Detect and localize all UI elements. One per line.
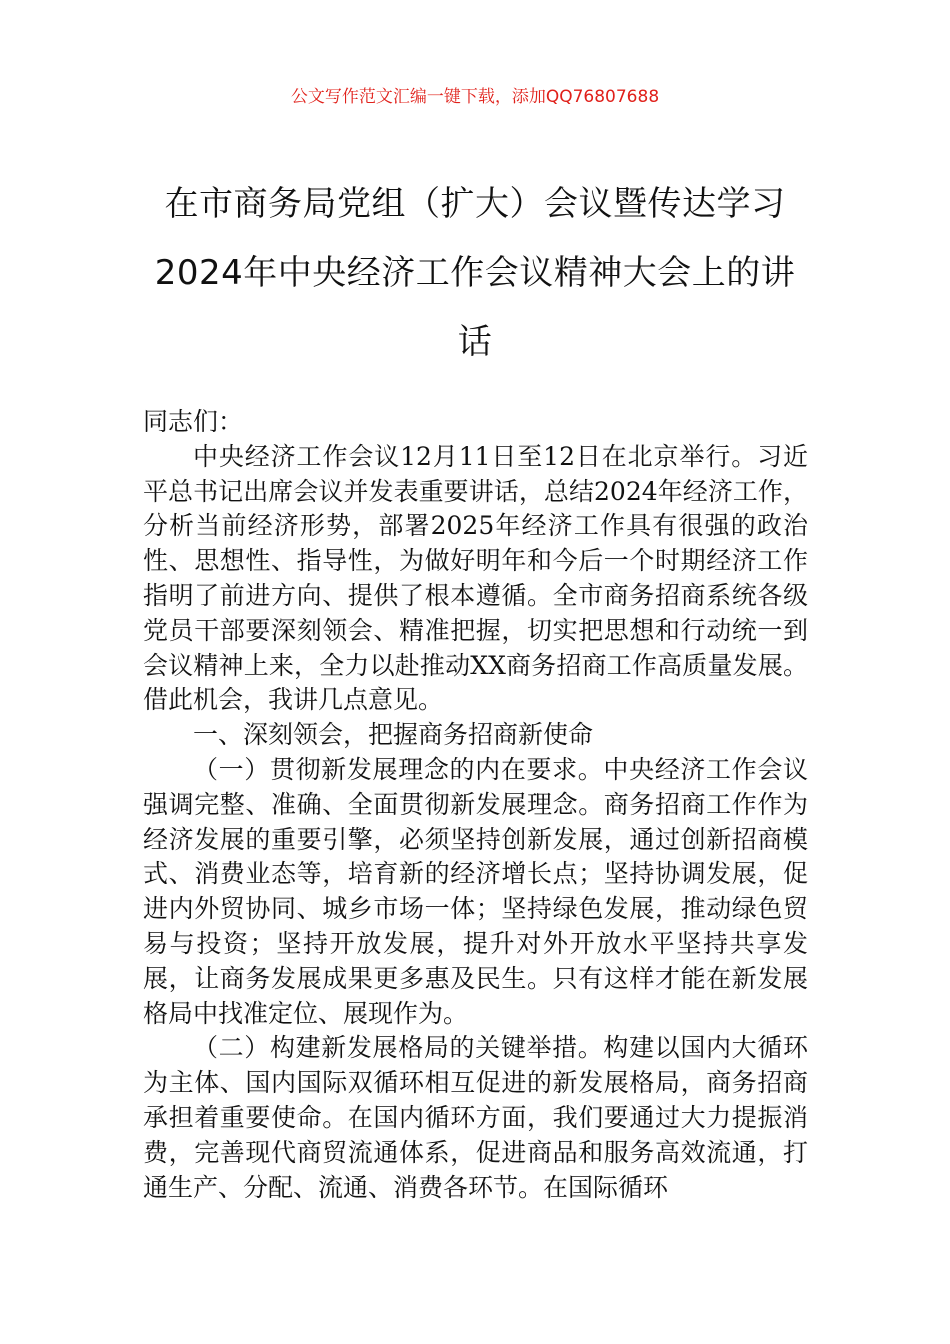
document-title bbox=[140, 170, 810, 377]
document-body bbox=[143, 405, 808, 1205]
paragraph-subsection-2: （二）构建新发展格局的关键举措。构建以国内大循环为主体、国内国际双循环相互促进的新发展格局，商务招商承担着重要使命。在国内循环方面，我们要通过大力提振消费，完善现代商贸流通体系，促进商品和服务高效流通，打通生产、分配、流通、消费各环节。在国际循环 bbox=[143, 1033, 808, 1202]
section-heading-1: 一、深刻领会，把握商务招商新使命 bbox=[193, 720, 594, 750]
title-line-2: 2024年中央经济工作会议精神大会上的讲 bbox=[154, 253, 796, 293]
paragraph-intro: 中央经济工作会议12月11日至12日在北京举行。习近平总书记出席会议并发表重要讲话，总结2024年经济工作，分析当前经济形势，部署2025年经济工作具有很强的政治性、思想性、指导性，为做好明年和今后一个时期经济工作指明了前进方向、提供了根本遵循。全市商务招商系统各级党员干部要深刻领会、精准把握，切实把思想和行动统一到会议精神上来，全力以赴推动XX商务招商工作高质量发展。借此机会，我讲几点意见。 bbox=[143, 441, 808, 715]
title-line-3: 话 bbox=[457, 322, 493, 362]
download-banner: 公文写作范文汇编一键下载，添加QQ76807688 bbox=[290, 87, 660, 107]
paragraph-subsection-1: （一）贯彻新发展理念的内在要求。中央经济工作会议强调完整、准确、全面贯彻新发展理念。商务招商工作作为经济发展的重要引擎，必须坚持创新发展，通过创新招商模式、消费业态等，培育新的经济增长点；坚持协调发展，促进内外贸协同、城乡市场一体；坚持绿色发展，推动绿色贸易与投资；坚持开放发展，提升对外开放水平坚持共享发展，让商务发展成果更多惠及民生。只有这样才能在新发展格局中找准定位、展现作为。 bbox=[143, 754, 808, 1028]
greeting: 同志们： bbox=[143, 407, 244, 436]
title-line-1: 在市商务局党组（扩大）会议暨传达学习 bbox=[164, 184, 786, 224]
